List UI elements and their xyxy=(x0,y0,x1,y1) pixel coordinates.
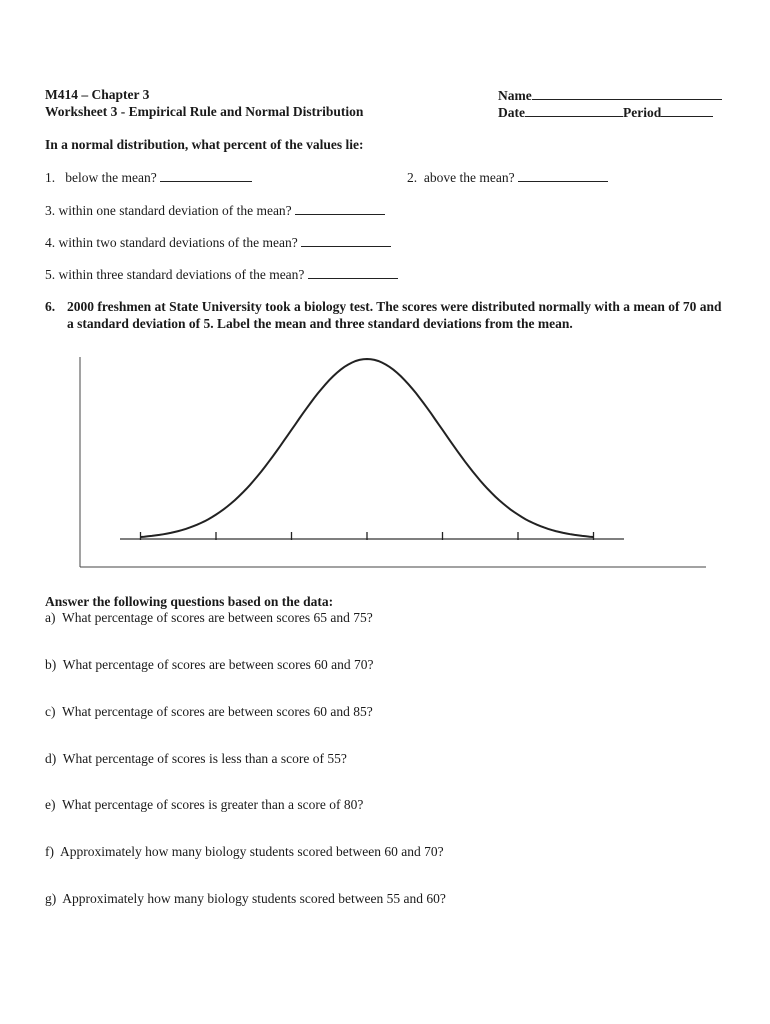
problem-number: 6. xyxy=(45,299,56,314)
intro-prompt: In a normal distribution, what percent of the values lie: xyxy=(45,137,364,152)
question-e xyxy=(45,797,363,813)
question-letter: f) xyxy=(45,844,54,859)
question-text: What percentage of scores are between scores 65 and 75? xyxy=(62,610,373,625)
worksheet-title: Worksheet 3 - Empirical Rule and Normal Distribution xyxy=(45,104,364,119)
question-letter: c) xyxy=(45,704,56,719)
question-text: within two standard deviations of the mean? xyxy=(58,235,298,250)
name-label: Name xyxy=(498,88,532,103)
question-g xyxy=(45,891,446,907)
question-text: within three standard deviations of the mean? xyxy=(58,267,305,282)
data-questions-heading: Answer the following questions based on the data: xyxy=(45,594,334,609)
question-letter: g) xyxy=(45,891,57,906)
question-text: below the mean? xyxy=(65,170,157,185)
question-d xyxy=(45,751,347,767)
question-number: 5. xyxy=(45,267,56,282)
question-text: Approximately how many biology students scored between 60 and 70? xyxy=(60,844,444,859)
question-number: 2. xyxy=(407,170,418,185)
question-text: within one standard deviation of the mean? xyxy=(58,203,292,218)
question-number: 1. xyxy=(45,170,56,185)
question-f xyxy=(45,844,444,860)
question-letter: a) xyxy=(45,610,56,625)
question-letter: d) xyxy=(45,751,57,766)
problem-text: 2000 freshmen at State University took a biology test. The scores were distributed normally with a mean of 70 and a standard deviation of 5. Label the mean and three standard deviations from the mean. xyxy=(67,299,722,331)
question-letter: e) xyxy=(45,797,56,812)
question-text: What percentage of scores are between scores 60 and 70? xyxy=(62,657,374,672)
question-text: What percentage of scores is greater than a score of 80? xyxy=(62,797,364,812)
date-label: Date xyxy=(498,105,525,120)
question-b xyxy=(45,657,374,673)
course-chapter: M414 – Chapter 3 xyxy=(45,87,150,102)
question-a xyxy=(45,610,373,626)
normal-curve xyxy=(141,359,594,537)
question-number: 4. xyxy=(45,235,56,250)
question-c xyxy=(45,704,373,720)
question-text: What percentage of scores is less than a score of 55? xyxy=(62,751,347,766)
question-text: What percentage of scores are between scores 60 and 85? xyxy=(62,704,373,719)
period-label: Period xyxy=(623,105,662,120)
question-text: above the mean? xyxy=(423,170,515,185)
question-number: 3. xyxy=(45,203,56,218)
question-letter: b) xyxy=(45,657,57,672)
question-text: Approximately how many biology students scored between 55 and 60? xyxy=(62,891,446,906)
